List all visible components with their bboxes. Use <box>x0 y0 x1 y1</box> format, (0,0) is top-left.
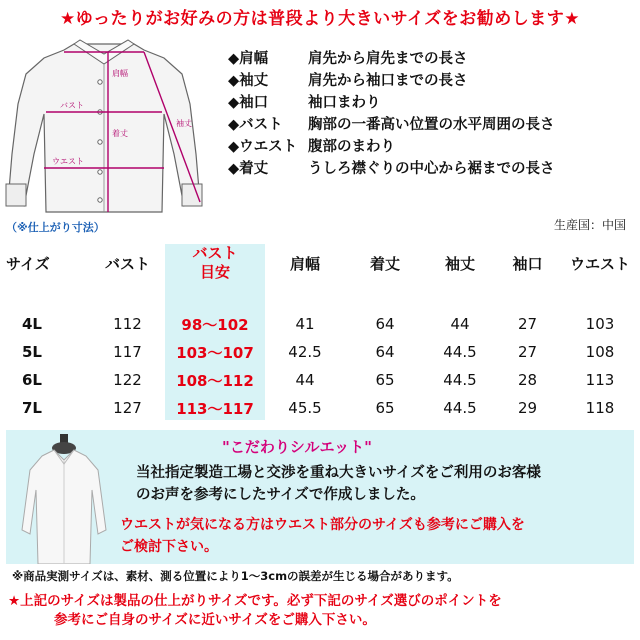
cell-waist: 118 <box>585 399 615 417</box>
cell-length: 64 <box>375 343 395 361</box>
cell-bust-guide: 98～102 <box>181 315 249 334</box>
legend-term: ◆着丈 <box>228 160 269 177</box>
cell-waist: 108 <box>585 343 615 361</box>
promo-body-line1: 当社指定製造工場と交渉を重ね大きいサイズをご利用のお客様 <box>136 465 541 481</box>
table-row <box>0 338 640 366</box>
diagram-label-waist: ウエスト <box>52 157 84 166</box>
header-length: 着丈 <box>369 254 400 273</box>
header-size: サイズ <box>6 254 50 273</box>
table-row <box>0 366 640 394</box>
cell-cuff: 28 <box>517 371 538 389</box>
cell-size: 6L <box>22 371 42 389</box>
cell-sleeve: 44 <box>450 315 470 333</box>
diagram-label-sleeve: 袖丈 <box>176 119 192 128</box>
cell-shoulder: 42.5 <box>288 343 322 361</box>
cell-bust: 127 <box>113 399 142 417</box>
legend-desc: 腹部のまわり <box>308 138 395 155</box>
promo-waist-advice <box>120 514 570 558</box>
cell-waist: 113 <box>585 371 615 389</box>
top-banner: ★ゆったりがお好みの方は普段より大きいサイズをお勧めします★ <box>60 9 580 29</box>
header-shoulder: 肩幅 <box>289 254 320 273</box>
table-row <box>0 310 640 338</box>
cell-length: 65 <box>375 371 395 389</box>
cell-cuff: 27 <box>517 343 538 361</box>
legend-row <box>228 134 638 156</box>
country-of-origin: 生産国：中国 <box>553 218 626 232</box>
legend-row <box>228 46 638 68</box>
diagram-label-length: 着丈 <box>112 129 128 138</box>
size-table <box>0 244 640 422</box>
cell-bust: 122 <box>113 371 142 389</box>
finish-size-note: （※仕上がり寸法） <box>6 221 105 234</box>
table-row <box>0 394 640 422</box>
promo-red-line2: ご検討下さい。 <box>120 539 218 555</box>
header-waist: ウエスト <box>569 254 630 273</box>
final-note-line1: ★上記のサイズは製品の仕上がりサイズです。必ず下記のサイズ選びのポイントを <box>8 593 502 609</box>
promo-body-line2: のお声を参考にしたサイズで作成しました。 <box>136 487 425 503</box>
table-header-row <box>0 244 640 282</box>
legend-term: ◆袖丈 <box>228 72 269 89</box>
legend-term: ◆肩幅 <box>228 50 269 67</box>
legend-desc: 肩先から肩先までの長さ <box>308 50 468 67</box>
cell-size: 4L <box>22 315 42 333</box>
cell-sleeve: 44.5 <box>443 343 477 361</box>
legend-desc: 袖口まわり <box>308 94 381 111</box>
cell-bust-guide: 113～117 <box>176 399 254 418</box>
cell-shoulder: 44 <box>295 371 315 389</box>
legend-term: ◆バスト <box>228 116 283 133</box>
cell-size: 7L <box>22 399 42 417</box>
promo-red-line1: ウエストが気になる方はウエスト部分のサイズも参考にご購入を <box>120 517 525 533</box>
promo-title: "こだわりシルエット" <box>222 438 372 456</box>
measurement-legend <box>228 46 638 178</box>
header-sleeve: 袖丈 <box>444 254 475 273</box>
legend-row <box>228 156 638 178</box>
mannequin-shirt-image <box>14 430 114 564</box>
header-bust-guide-line2: 目安 <box>199 263 230 281</box>
cell-length: 64 <box>375 315 395 333</box>
cell-waist: 103 <box>585 315 615 333</box>
promo-body <box>136 462 636 506</box>
cell-length: 65 <box>375 399 395 417</box>
cell-shoulder: 45.5 <box>288 399 322 417</box>
legend-row <box>228 68 638 90</box>
diagram-label-shoulder: 肩幅 <box>112 69 128 78</box>
measurement-error-note: ※商品実測サイズは、素材、測る位置により1～3cmの誤差が生じる場合があります。 <box>12 569 459 583</box>
cell-sleeve: 44.5 <box>443 399 477 417</box>
header-bust: バスト <box>104 254 150 273</box>
cell-cuff: 27 <box>517 315 538 333</box>
legend-row <box>228 90 638 112</box>
legend-desc: うしろ襟ぐりの中心から裾までの長さ <box>308 160 555 177</box>
cell-bust: 112 <box>113 315 142 333</box>
legend-desc: 肩先から袖口までの長さ <box>308 72 468 89</box>
header-bust-guide-line1: バスト <box>192 244 238 262</box>
legend-term: ◆ウエスト <box>228 138 298 155</box>
cell-bust-guide: 103～107 <box>176 343 254 362</box>
diagram-label-bust: バスト <box>60 101 84 110</box>
legend-desc: 胸部の一番高い位置の水平周囲の長さ <box>308 116 555 133</box>
final-note-line2: 参考にご自身のサイズに近いサイズをご購入下さい。 <box>54 612 376 628</box>
header-bust-guide <box>165 244 265 282</box>
cell-shoulder: 41 <box>295 315 315 333</box>
legend-row <box>228 112 638 134</box>
cell-size: 5L <box>22 343 42 361</box>
legend-term: ◆袖口 <box>228 94 269 111</box>
cell-sleeve: 44.5 <box>443 371 477 389</box>
header-cuff: 袖口 <box>512 254 543 273</box>
cell-bust: 117 <box>113 343 142 361</box>
final-size-note <box>8 592 634 630</box>
cell-bust-guide: 108～112 <box>176 371 254 390</box>
shirt-measurement-diagram <box>4 34 222 222</box>
cell-cuff: 29 <box>517 399 538 417</box>
